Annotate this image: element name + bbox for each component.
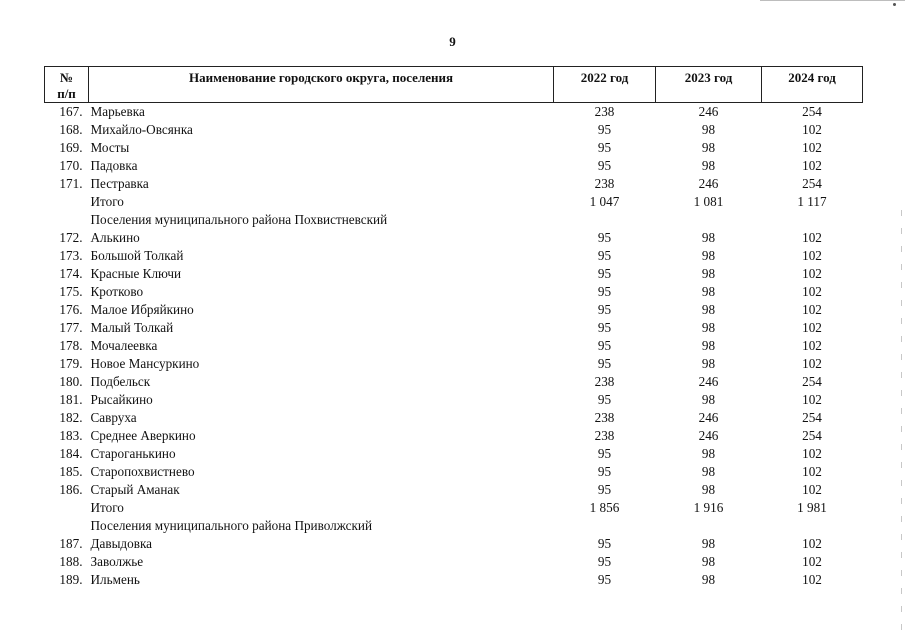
table-row: [45, 175, 863, 193]
row-value-2022: 238: [594, 176, 615, 191]
row-value-2024: 254: [802, 410, 822, 425]
section-row: [45, 517, 863, 535]
row-number: 185.: [59, 464, 83, 479]
header-2022-text: 2022 год: [580, 70, 629, 85]
row-value-2024: 102: [802, 482, 822, 497]
row-value-2022: 95: [597, 392, 612, 407]
row-value-2024: 1 117: [797, 194, 827, 209]
row-name: Кротково: [90, 284, 144, 299]
row-name: Ильмень: [90, 572, 140, 587]
row-value-2023: [656, 517, 762, 535]
row-value-2023: 246: [698, 374, 719, 389]
row-number: 179.: [59, 356, 83, 371]
row-value-2023: 98: [701, 356, 716, 371]
table-row: [45, 391, 863, 409]
row-number: 171.: [59, 176, 83, 191]
row-value-2023: 98: [701, 140, 716, 155]
row-value-2023: 98: [701, 158, 716, 173]
header-2024-text: 2024 год: [788, 70, 836, 85]
table-row: [45, 337, 863, 355]
table-row: [45, 553, 863, 571]
row-value-2024: 102: [802, 284, 822, 299]
row-number: [45, 193, 89, 211]
table-row: [45, 265, 863, 283]
row-number: [45, 499, 89, 517]
table-row: [45, 247, 863, 265]
table-row: [45, 409, 863, 427]
scan-artifact-dot: [893, 3, 896, 6]
row-name: Заволжье: [90, 554, 144, 569]
row-name: Савруха: [90, 410, 137, 425]
table-row: [45, 373, 863, 391]
header-name: [89, 67, 554, 103]
row-value-2023: 98: [701, 392, 716, 407]
row-value-2024: 102: [802, 554, 822, 569]
row-name: Пестравка: [90, 176, 149, 191]
row-value-2022: 95: [597, 122, 612, 137]
row-value-2024: 254: [802, 104, 822, 119]
row-number: 169.: [59, 140, 83, 155]
row-value-2022: 238: [594, 410, 615, 425]
scan-artifact-line: [760, 0, 905, 1]
table-row: [45, 319, 863, 337]
row-number: 182.: [59, 410, 83, 425]
row-value-2022: 95: [597, 266, 612, 281]
header-number: [45, 67, 89, 103]
row-value-2024: 102: [802, 536, 822, 551]
row-value-2023: 98: [701, 122, 716, 137]
row-value-2022: 95: [597, 158, 612, 173]
row-number: 167.: [59, 104, 83, 119]
row-value-2024: 102: [802, 266, 822, 281]
row-value-2024: 102: [802, 572, 822, 587]
row-name: Давыдовка: [90, 536, 153, 551]
row-number: 170.: [59, 158, 83, 173]
row-value-2022: 95: [597, 248, 612, 263]
row-value-2024: 254: [802, 374, 822, 389]
row-value-2022: 238: [594, 104, 615, 119]
row-value-2023: 98: [701, 284, 716, 299]
table-row: [45, 139, 863, 157]
row-value-2023: 98: [701, 338, 716, 353]
row-number: 172.: [59, 230, 83, 245]
row-value-2024: 102: [802, 158, 822, 173]
table-row: [45, 463, 863, 481]
row-value-2024: 102: [802, 356, 822, 371]
row-value-2022: 95: [597, 554, 612, 569]
row-number: 186.: [59, 482, 83, 497]
row-value-2023: 98: [701, 572, 716, 587]
row-number: 189.: [59, 572, 83, 587]
row-value-2023: 98: [701, 320, 716, 335]
row-value-2022: 95: [597, 572, 612, 587]
page-number: 9: [449, 34, 456, 49]
row-value-2024: 102: [802, 140, 822, 155]
row-value-2022: 238: [594, 428, 615, 443]
row-number: 187.: [59, 536, 83, 551]
table-body: [45, 103, 863, 590]
row-name: Большой Толкай: [90, 248, 184, 263]
table-row: [45, 427, 863, 445]
row-name: Поселения муниципального района Приволжский: [90, 518, 373, 533]
row-value-2023: 98: [701, 248, 716, 263]
row-number: 188.: [59, 554, 83, 569]
table-row: [45, 445, 863, 463]
total-row: [45, 499, 863, 517]
row-number: 180.: [59, 374, 83, 389]
row-value-2022: 95: [597, 338, 612, 353]
row-value-2023: 98: [701, 446, 716, 461]
row-number: 181.: [59, 392, 83, 407]
row-value-2024: 1 981: [797, 500, 827, 515]
row-number: 177.: [59, 320, 83, 335]
table-row: [45, 103, 863, 122]
table-row: [45, 157, 863, 175]
row-value-2022: 95: [597, 464, 612, 479]
row-number: 168.: [59, 122, 83, 137]
row-value-2022: 95: [597, 320, 612, 335]
row-value-2022: 95: [597, 302, 612, 317]
row-value-2024: 102: [802, 320, 822, 335]
row-value-2023: 246: [698, 176, 719, 191]
table-row: [45, 571, 863, 589]
row-value-2023: 98: [701, 266, 716, 281]
row-value-2022: 95: [597, 356, 612, 371]
row-name: Поселения муниципального района Похвистневский: [90, 212, 388, 227]
row-name: Новое Мансуркино: [90, 356, 200, 371]
table-row: [45, 229, 863, 247]
row-value-2022: [554, 211, 656, 229]
table-row: [45, 535, 863, 553]
row-number: 178.: [59, 338, 83, 353]
header-2022: [554, 67, 656, 103]
row-name: Алькино: [90, 230, 140, 245]
row-value-2023: 1 916: [693, 500, 724, 515]
row-name: Среднее Аверкино: [90, 428, 196, 443]
row-value-2022: 95: [597, 482, 612, 497]
row-name: Мочалеевка: [90, 338, 158, 353]
row-value-2023: 1 081: [693, 194, 724, 209]
row-value-2022: 95: [597, 284, 612, 299]
row-value-2023: 98: [701, 230, 716, 245]
row-name: Мосты: [90, 140, 130, 155]
row-value-2024: [762, 211, 863, 229]
row-name: Рысайкино: [90, 392, 153, 407]
table-row: [45, 355, 863, 373]
scan-artifact-edge: [901, 210, 902, 630]
table-row: [45, 481, 863, 499]
row-value-2023: 98: [701, 464, 716, 479]
header-2024: [762, 67, 863, 103]
row-number: 183.: [59, 428, 83, 443]
row-value-2024: 254: [802, 428, 822, 443]
row-value-2024: [762, 517, 863, 535]
row-value-2024: 102: [802, 392, 822, 407]
row-value-2024: 102: [802, 122, 822, 137]
row-value-2024: 102: [802, 248, 822, 263]
row-name: Староганькино: [90, 446, 176, 461]
row-value-2022: [554, 517, 656, 535]
row-name: Марьевка: [90, 104, 145, 119]
row-value-2022: 95: [597, 536, 612, 551]
row-number: [45, 211, 89, 229]
table-row: [45, 283, 863, 301]
row-value-2022: 95: [597, 230, 612, 245]
row-value-2022: 95: [597, 140, 612, 155]
row-value-2024: 102: [802, 446, 822, 461]
row-value-2024: 102: [802, 338, 822, 353]
header-number-line2: п/п: [57, 86, 76, 101]
row-number: 174.: [59, 266, 83, 281]
row-value-2024: 254: [802, 176, 822, 191]
row-value-2022: 238: [594, 374, 615, 389]
table-row: [45, 301, 863, 319]
row-value-2023: [656, 211, 762, 229]
row-value-2023: 98: [701, 302, 716, 317]
header-2023-text: 2023 год: [684, 70, 733, 85]
header-2023: [656, 67, 762, 103]
row-number: 173.: [59, 248, 83, 263]
row-number: [45, 517, 89, 535]
row-value-2023: 98: [701, 482, 716, 497]
row-value-2023: 246: [698, 104, 719, 119]
row-value-2024: 102: [802, 230, 822, 245]
row-value-2023: 98: [701, 536, 716, 551]
row-name: Старый Аманак: [90, 482, 180, 497]
header-name-text: Наименование городского округа, поселения: [188, 70, 454, 85]
row-value-2022: 1 047: [589, 194, 620, 209]
row-name: Подбельск: [90, 374, 151, 389]
allocation-table: [44, 66, 863, 589]
row-value-2022: 95: [597, 446, 612, 461]
row-name: Падовка: [90, 158, 138, 173]
row-name: Итого: [90, 500, 124, 515]
row-value-2024: 102: [802, 302, 822, 317]
row-name: Красные Ключи: [90, 266, 182, 281]
row-value-2022: 1 856: [589, 500, 620, 515]
row-name: Малое Ибряйкино: [90, 302, 194, 317]
row-name: Михайло-Овсянка: [90, 122, 193, 137]
row-name: Старопохвистнево: [90, 464, 195, 479]
row-name: Малый Толкай: [90, 320, 174, 335]
row-value-2023: 246: [698, 428, 719, 443]
row-number: 176.: [59, 302, 83, 317]
row-value-2024: 102: [802, 464, 822, 479]
row-name: Итого: [90, 194, 124, 209]
total-row: [45, 193, 863, 211]
row-value-2023: 98: [701, 554, 716, 569]
table-header-row: [45, 67, 863, 103]
row-number: 175.: [59, 284, 83, 299]
row-number: 184.: [59, 446, 83, 461]
header-number-line1: №: [59, 70, 74, 85]
row-value-2023: 246: [698, 410, 719, 425]
table-row: [45, 121, 863, 139]
section-row: [45, 211, 863, 229]
